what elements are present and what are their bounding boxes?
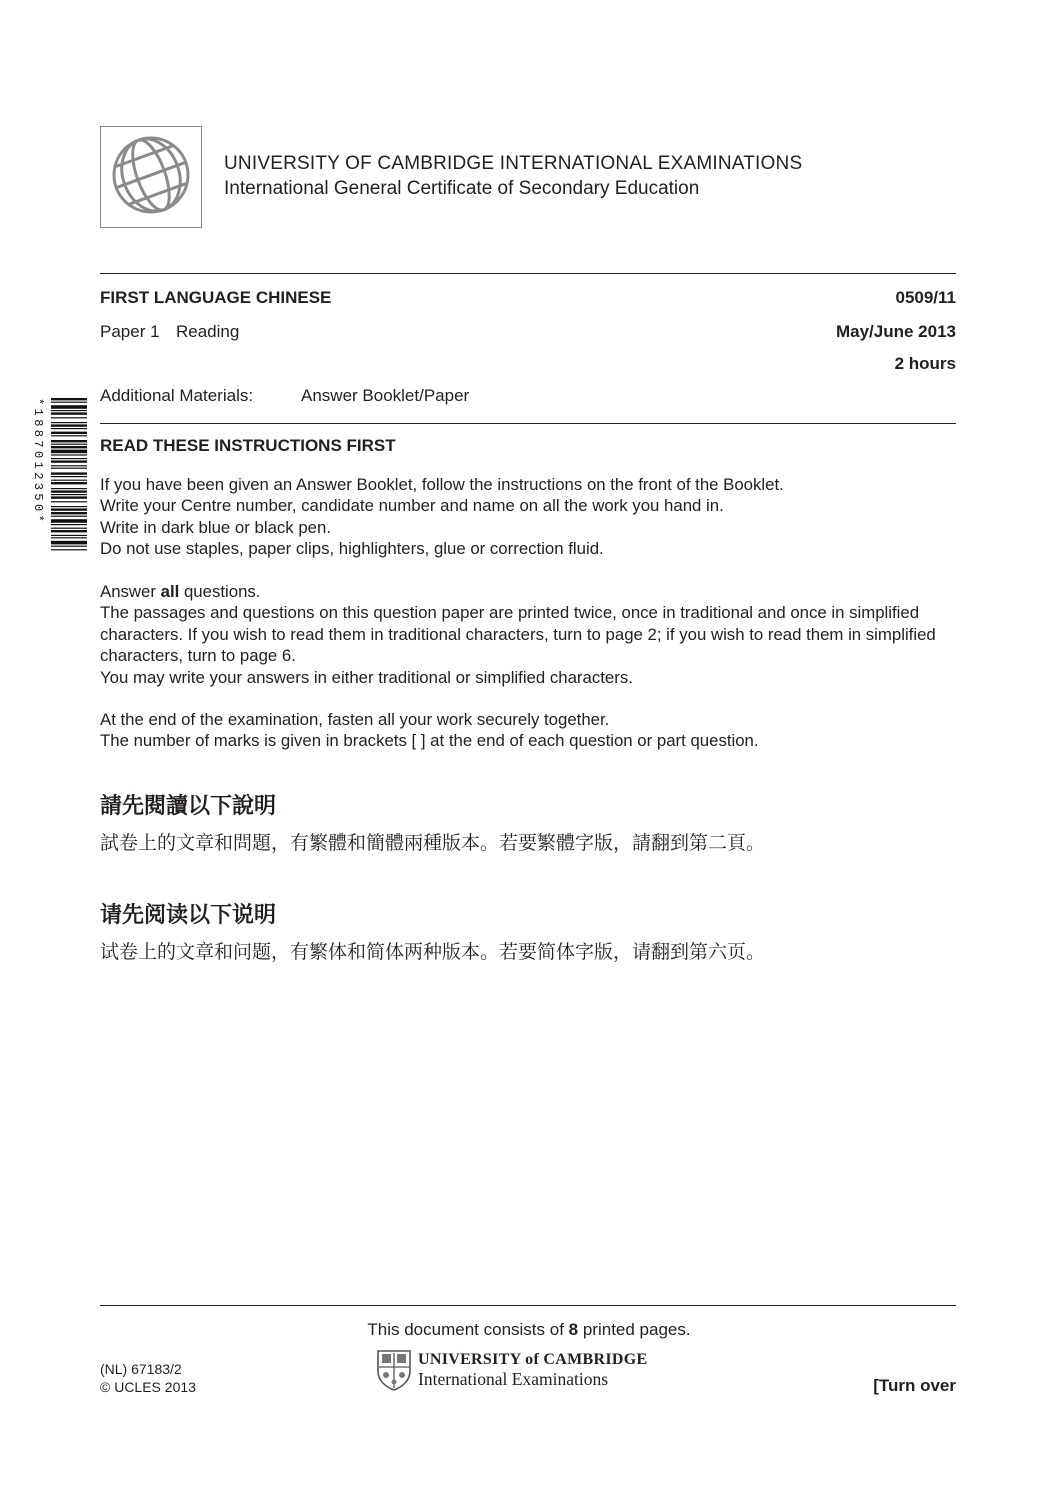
barcode-bar bbox=[51, 537, 87, 538]
paper-code: 0509/11 bbox=[895, 288, 956, 307]
barcode-bar bbox=[51, 476, 87, 477]
barcode-bar bbox=[51, 468, 87, 469]
barcode-text: *1887012350* bbox=[31, 398, 45, 526]
barcode-bar bbox=[51, 422, 87, 423]
simplified-heading: 请先阅读以下说明 bbox=[100, 903, 277, 928]
barcode-bar bbox=[51, 496, 87, 498]
barcode-bar bbox=[51, 417, 87, 418]
instruction-line: Do not use staples, paper clips, highlighters, glue or correction fluid. bbox=[100, 539, 604, 559]
cambridge-logo-line1: UNIVERSITY of CAMBRIDGE bbox=[418, 1351, 648, 1368]
instructions-block-3 bbox=[100, 709, 956, 752]
traditional-heading: 請先閱讀以下說明 bbox=[100, 794, 277, 819]
materials-label: Additional Materials: bbox=[100, 386, 254, 405]
instruction-line: Write in dark blue or black pen. bbox=[100, 517, 332, 537]
barcode-bar bbox=[51, 482, 87, 484]
barcode-bar bbox=[51, 440, 87, 442]
barcode-bar bbox=[51, 494, 87, 495]
globe-icon bbox=[101, 127, 201, 227]
barcode-bar bbox=[51, 530, 87, 532]
page-count: 8 bbox=[568, 1320, 579, 1339]
barcode-bar bbox=[51, 402, 87, 403]
cambridge-crest-icon bbox=[376, 1349, 412, 1396]
document-reference: (NL) 67183/2 bbox=[100, 1361, 182, 1377]
org-title: UNIVERSITY OF CAMBRIDGE INTERNATIONAL EXAMINATIONS bbox=[224, 153, 803, 174]
exam-session: May/June 2013 bbox=[835, 322, 956, 341]
barcode-bar bbox=[51, 435, 87, 436]
barcode-bar bbox=[51, 524, 87, 525]
barcode-bar bbox=[51, 398, 87, 400]
barcode-bar bbox=[51, 472, 87, 474]
barcode-bar bbox=[51, 506, 87, 507]
barcode-bar bbox=[51, 410, 87, 411]
barcode-graphic bbox=[33, 398, 89, 602]
barcode-bar bbox=[51, 541, 87, 545]
paper-name: Reading bbox=[176, 322, 240, 341]
barcode-bar bbox=[51, 480, 87, 481]
traditional-text: 試卷上的文章和問題，有繁體和簡體兩種版本。若要繁體字版，請翻到第二頁。 bbox=[100, 832, 766, 854]
barcode-bar bbox=[51, 460, 87, 462]
barcode-bar bbox=[51, 546, 87, 547]
page-count-note: This document consists of 8 printed pages. bbox=[367, 1320, 691, 1339]
answer-all-line: Answer all questions. bbox=[100, 582, 261, 601]
barcode-bar bbox=[51, 458, 87, 459]
barcode-bar bbox=[51, 428, 87, 429]
barcode-bar bbox=[51, 424, 87, 426]
header-rule bbox=[100, 273, 956, 274]
instruction-line: The number of marks is given in brackets [ ] at the end of each question or part question. bbox=[100, 731, 759, 751]
cambridge-logo-line2: International Examinations bbox=[418, 1369, 609, 1389]
barcode-bar bbox=[51, 519, 87, 523]
paper-number: Paper 1 bbox=[100, 322, 160, 341]
simplified-text: 试卷上的文章和问题，有繁体和简体两种版本。若要简体字版，请翻到第六页。 bbox=[100, 941, 766, 963]
instructions-block-1 bbox=[100, 474, 956, 560]
barcode-bar bbox=[51, 535, 87, 536]
passages-instruction: The passages and questions on this question paper are printed twice, once in traditional and once in simplified characters. If you wish to read them in traditional characters, turn to page 2; if you wish to read them in simplified characters, turn to page 6. bbox=[100, 603, 936, 666]
barcode-bar bbox=[51, 454, 87, 455]
barcode-bar bbox=[51, 405, 87, 409]
barcode-bar bbox=[51, 501, 87, 502]
footer-rule bbox=[100, 1305, 956, 1306]
barcode-bar bbox=[51, 432, 87, 434]
answer-all-emphasis: all bbox=[160, 582, 180, 601]
subject-title: FIRST LANGUAGE CHINESE bbox=[100, 288, 332, 307]
barcode-bar bbox=[51, 450, 87, 454]
exam-duration: 2 hours bbox=[894, 354, 956, 373]
barcode bbox=[33, 398, 89, 607]
instruction-line: Write your Centre number, candidate number and name on all the work you hand in. bbox=[100, 496, 724, 516]
barcode-bar bbox=[51, 512, 87, 514]
materials-value: Answer Booklet/Paper bbox=[301, 386, 470, 405]
barcode-bar bbox=[51, 412, 87, 414]
barcode-bar bbox=[51, 516, 87, 517]
barcode-bar bbox=[51, 488, 87, 489]
instructions-block-2 bbox=[100, 581, 956, 688]
barcode-bar bbox=[51, 528, 87, 529]
turn-over: [Turn over bbox=[873, 1376, 956, 1395]
instruction-line: At the end of the examination, fasten all your work securely together. bbox=[100, 710, 610, 729]
logo-box bbox=[100, 126, 202, 228]
barcode-bar bbox=[51, 465, 87, 466]
instructions-heading: READ THESE INSTRUCTIONS FIRST bbox=[100, 436, 396, 455]
barcode-bar bbox=[51, 508, 87, 510]
copyright: © UCLES 2013 bbox=[100, 1379, 196, 1395]
instructions-rule bbox=[100, 423, 956, 424]
org-subtitle: International General Certificate of Secondary Education bbox=[224, 178, 700, 199]
instruction-line: If you have been given an Answer Booklet, follow the instructions on the front of the Booklet. bbox=[100, 475, 784, 494]
write-instruction: You may write your answers in either traditional or simplified characters. bbox=[100, 667, 633, 687]
barcode-bar bbox=[51, 444, 87, 445]
barcode-bar bbox=[51, 446, 87, 448]
barcode-bar bbox=[51, 549, 87, 550]
barcode-bar bbox=[51, 490, 87, 492]
